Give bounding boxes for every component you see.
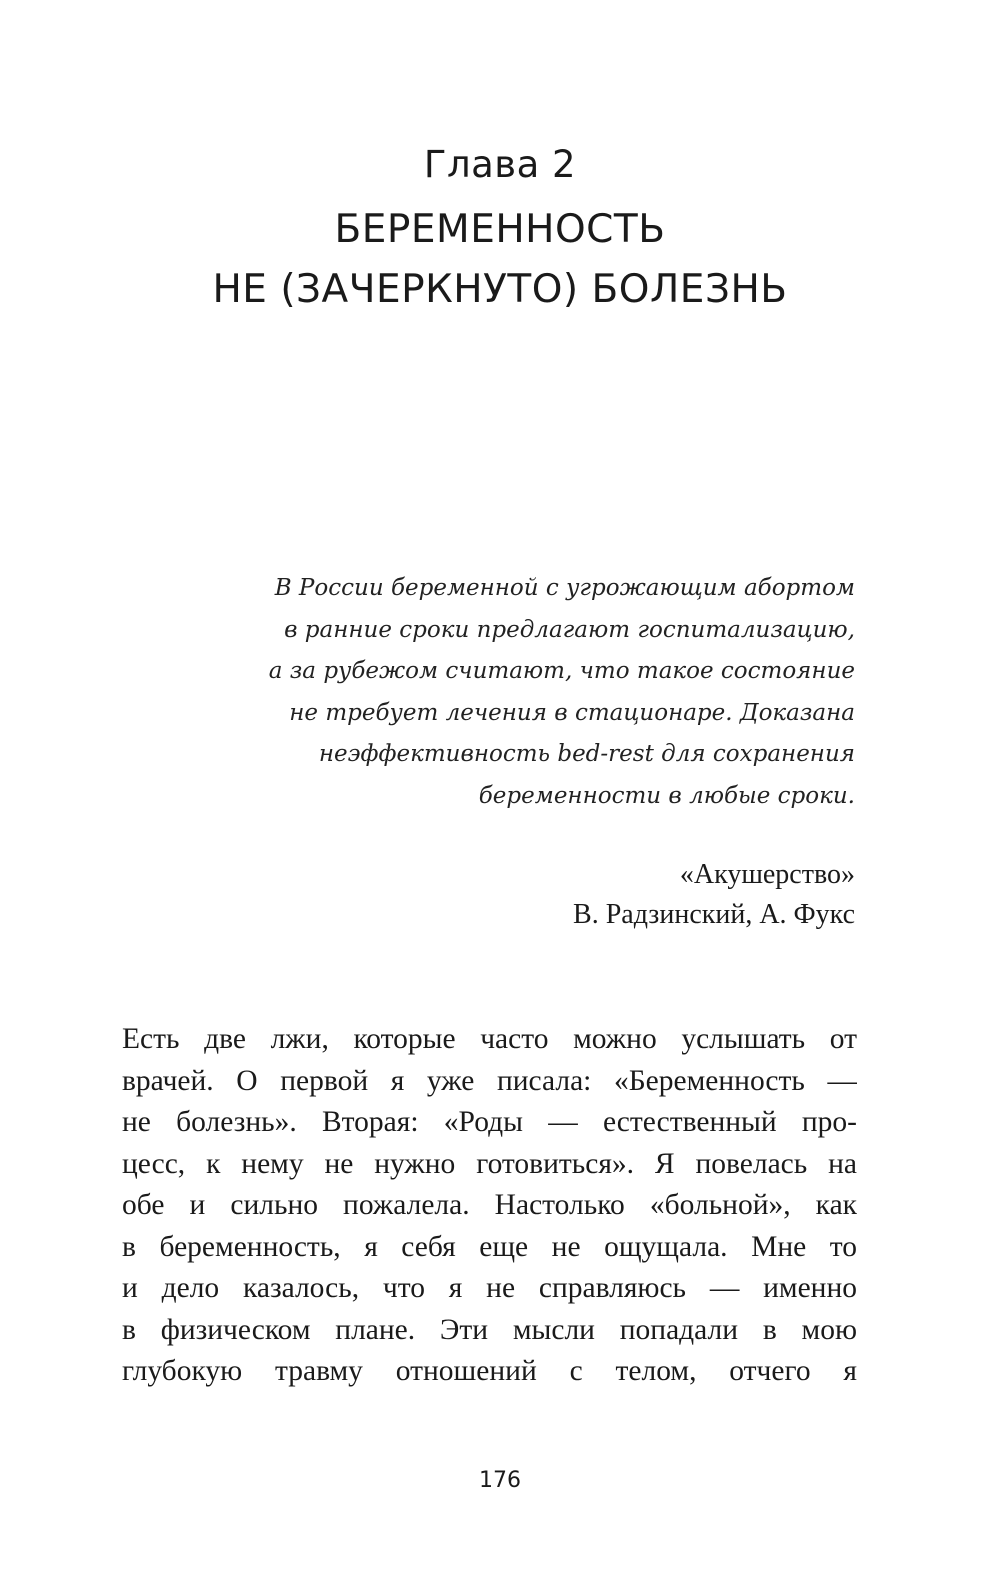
- source-authors: В. Радзинский, А. Фукс: [573, 899, 855, 930]
- body-line: не болезнь». Вторая: «Роды — естественный про-: [122, 1106, 857, 1138]
- body-line: глубокую травму отношений с телом, отчего я: [122, 1355, 857, 1387]
- body-paragraph: [122, 1019, 857, 1393]
- epigraph-line: В России беременной с угрожающим абортом: [274, 575, 855, 601]
- epigraph-line: беременности в любые сроки.: [478, 782, 855, 809]
- epigraph-line: в ранние сроки предлагают госпитализацию,: [284, 616, 855, 643]
- chapter-title-line: БЕРЕМЕННОСТЬ: [334, 207, 666, 252]
- body-line: врачей. О первой я уже писала: «Беременность —: [122, 1064, 857, 1097]
- epigraph-line: неэффективность bed-rest для сохранения: [318, 741, 855, 767]
- body-line: в физическом плане. Эти мысли попадали в мою: [122, 1313, 857, 1346]
- body-line: обе и сильно пожалела. Настолько «больной», как: [122, 1189, 857, 1221]
- epigraph-source: [255, 855, 855, 935]
- source-title: «Акушерство»: [679, 859, 855, 890]
- page-number: 176: [479, 1468, 521, 1493]
- body-line: цесс, к нему не нужно готовиться». Я повелась на: [122, 1147, 857, 1180]
- chapter-title-line: НЕ (ЗАЧЕРКНУТО) БОЛЕЗНЬ: [212, 267, 788, 312]
- body-line: Есть две лжи, которые часто можно услышать от: [122, 1023, 857, 1055]
- body-line: в беременность, я себя еще не ощущала. Мне то: [122, 1230, 857, 1263]
- epigraph: [255, 568, 855, 817]
- epigraph-line: а за рубежом считают, что такое состояние: [268, 658, 855, 684]
- epigraph-line: не требует лечения в стационаре. Доказана: [289, 699, 855, 726]
- body-line: и дело казалось, что я не справляюсь — именно: [122, 1272, 857, 1304]
- chapter-label: Глава 2: [423, 143, 577, 186]
- chapter-title: [0, 200, 1000, 320]
